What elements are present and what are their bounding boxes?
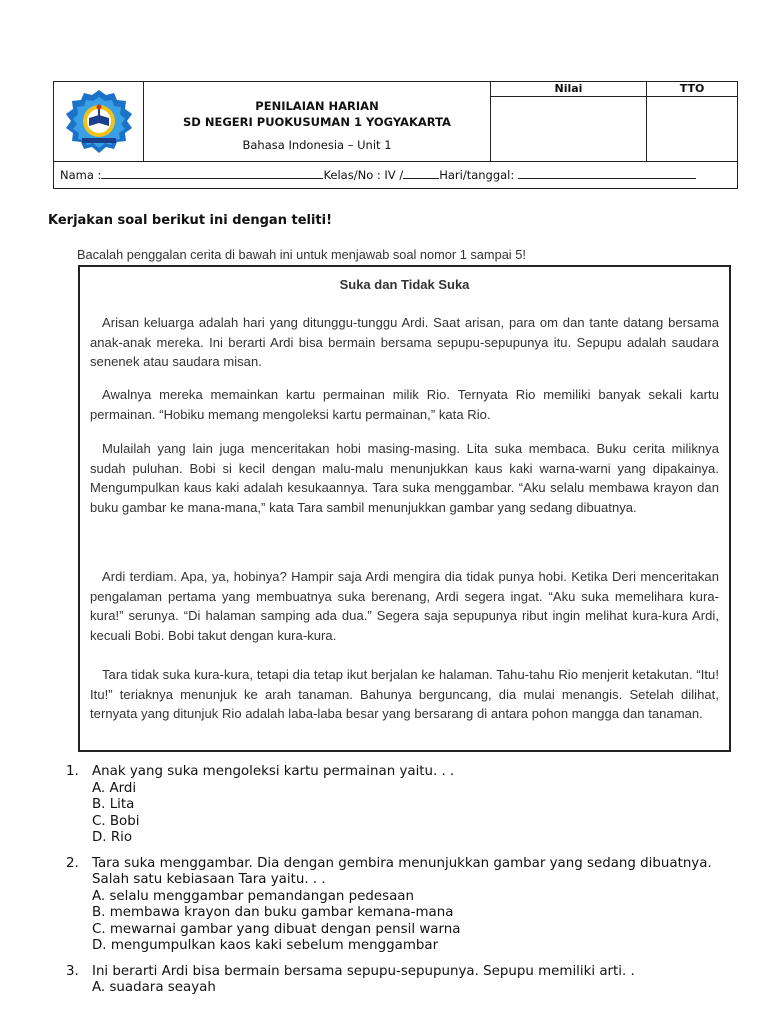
reading-intro: Bacalah penggalan cerita di bawah ini untuk menjawab soal nomor 1 sampai 5! [77, 247, 526, 262]
answer-option[interactable]: D. Rio [92, 830, 133, 845]
header-table [53, 81, 738, 189]
answer-option[interactable]: C. mewarnai gambar yang dibuat dengan pensil warna [92, 921, 461, 937]
story-paragraph: Mulailah yang lain juga menceritakan hobi masing-masing. Lita suka membaca. Buku cerita miliknya sudah puluhan. Bobi si kecil dengan malu-malu menunjukkan kaus kaki warna-warni yang dipakainya. Mengumpulkan kaus kaki adalah kesukaannya. Tara suka menggambar. “Aku selalu membawa krayon dan buku gambar ke mana-mana,” kata Tara sambil menunjukkan gambar yang sedang dibuatnya. [90, 441, 719, 515]
answer-option[interactable]: A. selalu menggambar pemandangan pedesaan [92, 888, 414, 904]
question-number: 1. [66, 764, 79, 779]
student-info-row [54, 161, 737, 188]
nomor-field[interactable] [403, 165, 439, 179]
question-item [66, 964, 748, 997]
nama-label: Nama : [60, 168, 102, 182]
question-text: Anak yang suka mengoleksi kartu permainan yaitu. . . [92, 764, 455, 779]
hari-label: Hari/tanggal: [439, 168, 515, 182]
nilai-label: Nilai [491, 82, 646, 97]
story-box [78, 265, 731, 752]
answer-option[interactable]: C. Bobi [92, 813, 140, 829]
logo-cell [54, 82, 144, 161]
question-text: Ini berarti Ardi bisa bermain bersama sepupu-sepupunya. Sepupu memiliki arti. . [92, 963, 635, 979]
question-text: Tara suka menggambar. Dia dengan gembira menunjukkan gambar yang sedang dibuatnya. Salah satu kebiasaan Tara yaitu. . . [92, 855, 712, 887]
answer-option[interactable]: D. mengumpulkan kaos kaki sebelum menggambar [92, 938, 439, 953]
tanggal-field[interactable] [518, 165, 696, 179]
story-paragraph: Awalnya mereka memainkan kartu permainan milik Rio. Ternyata Rio memiliki banyak sekali kartu permainan. “Hobiku memang mengoleksi kartu permainan,” kata Rio. [90, 387, 719, 422]
nama-field[interactable] [101, 165, 323, 179]
answer-option[interactable]: B. membawa krayon dan buku gambar kemana-mana [92, 905, 454, 920]
story-paragraph: Tara tidak suka kura-kura, tetapi dia tetap ikut berjalan ke halaman. Tahu-tahu Rio menjerit ketakutan. “Itu! Itu!” teriaknya menunjuk ke arah tanaman. Bahunya berguncang, dia mulai menangis. Setelah dilihat, ternyata yang ditunjuk Rio adalah laba-laba besar yang bersarang di antara pohon mangga dan tanaman. [90, 667, 719, 721]
subject-label: Bahasa Indonesia – Unit 1 [242, 138, 392, 152]
tto-cell[interactable] [647, 82, 737, 161]
question-item [66, 764, 748, 847]
nilai-cell[interactable] [491, 82, 647, 161]
answer-option[interactable]: B. Lita [92, 797, 135, 812]
question-item [66, 856, 748, 955]
story-paragraph: Ardi terdiam. Apa, ya, hobinya? Hampir saja Ardi mengira dia tidak punya hobi. Ketika Deri menceritakan pengalaman pertama yang membuatnya suka berenang, Ardi segera ingat. “Aku suka memelihara kura-kura!” serunya. “Di halaman samping ada dua.” Segera saja sepupunya ribut ingin melihat kura-kura Ardi, kecuali Bobi. Bobi takut dengan kura-kura. [90, 569, 719, 643]
story-title: Suka dan Tidak Suka [339, 277, 470, 292]
tto-label: TTO [647, 82, 737, 97]
kelas-label: Kelas/No : IV / [323, 168, 404, 182]
answer-option[interactable]: A. Ardi [92, 780, 137, 796]
school-logo-icon [62, 88, 136, 156]
school-name: SD NEGERI PUOKUSUMAN 1 YOGYAKARTA [183, 115, 451, 129]
story-paragraph: Arisan keluarga adalah hari yang ditunggu-tunggu Ardi. Saat arisan, para om dan tante datang bersama anak-anak mereka. Ini berarti Ardi bisa bermain bersama sepupu-sepupunya itu. Sepupu adalah saudara senenek atau saudara misan. [90, 315, 719, 369]
title-cell [144, 82, 491, 161]
question-number: 3. [66, 963, 79, 979]
question-list [66, 764, 748, 1006]
instruction-text: Kerjakan soal berikut ini dengan teliti! [48, 213, 333, 228]
assessment-title: PENILAIAN HARIAN [255, 99, 379, 113]
answer-option[interactable]: A. suadara seayah [92, 980, 216, 995]
question-number: 2. [66, 855, 79, 871]
